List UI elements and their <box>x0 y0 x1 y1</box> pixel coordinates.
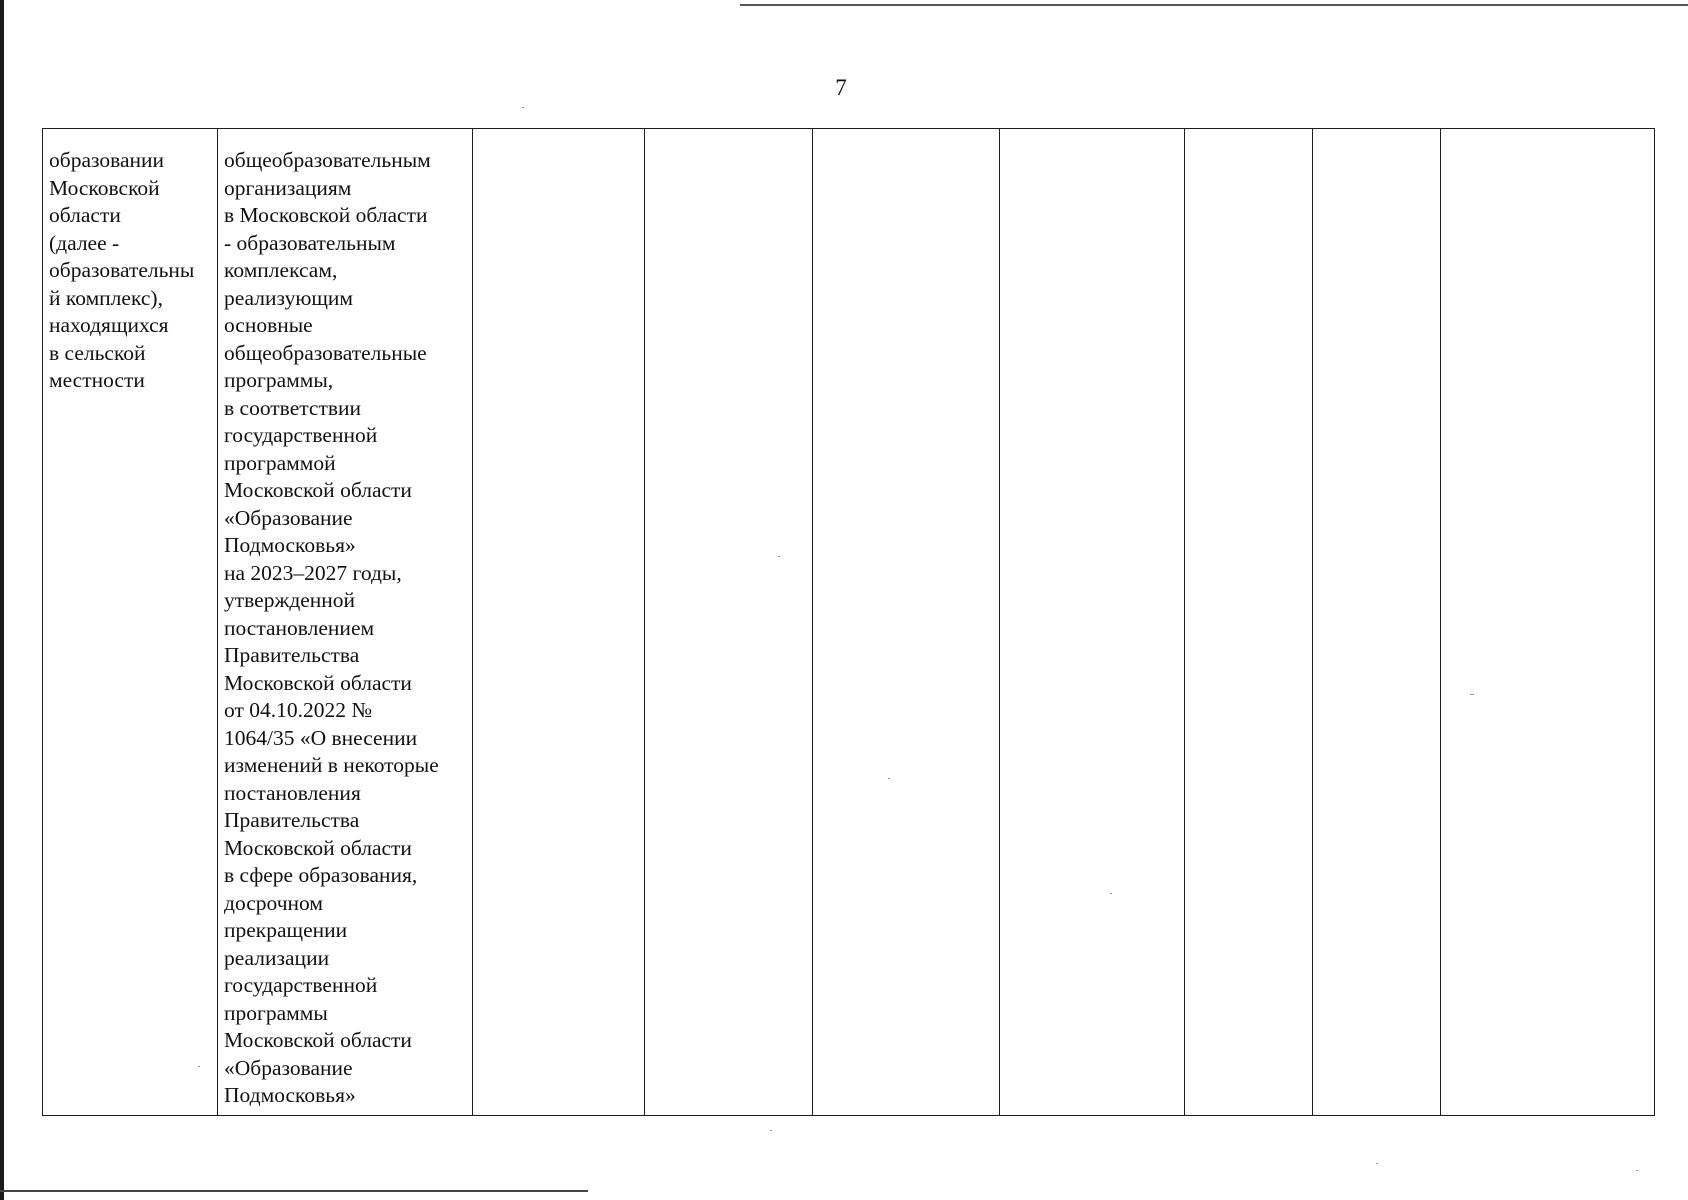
scan-speck <box>770 1130 772 1131</box>
page-number: 7 <box>835 75 847 100</box>
table-cell-description: общеобразовательным организациям в Московской области - образовательным комплексам, реализующим основные общеобразовательные программы, в соответствии государственной программой Московской области «Образование Подмосковья» на 2023–2027 годы, утвержденной постановлением Правительства Московской области от 04.10.2022 № 1064/35 «О внесении изменений в некоторые постановления Правительства Московской области в сфере образования, досрочном прекращении реализации государственной программы Московской области «Образование Подмосковья» <box>218 129 473 1116</box>
scan-speck <box>1470 694 1474 695</box>
scan-speck <box>1110 893 1112 894</box>
scan-bottom-line <box>0 1190 588 1192</box>
scan-speck <box>888 778 890 779</box>
table-cell-empty <box>645 129 813 1116</box>
scan-speck <box>1636 1170 1638 1171</box>
scan-speck <box>522 107 524 108</box>
table-cell-empty <box>473 129 645 1116</box>
table-cell-empty <box>813 129 1000 1116</box>
document-table <box>42 128 1655 1116</box>
scan-speck <box>198 1066 200 1067</box>
table-cell-empty <box>1313 129 1441 1116</box>
scan-speck <box>778 556 780 557</box>
table-cell-empty <box>1441 129 1655 1116</box>
table-cell-subject: образовании Московской области (далее - образовательны й комплекс), находящихся в сельской местности <box>43 129 218 1116</box>
scan-left-edge <box>0 0 4 1200</box>
table-row <box>43 129 1655 1116</box>
table-cell-empty <box>1000 129 1185 1116</box>
scan-speck <box>1376 1163 1378 1164</box>
scan-top-line <box>740 4 1688 6</box>
table-cell-empty <box>1185 129 1313 1116</box>
